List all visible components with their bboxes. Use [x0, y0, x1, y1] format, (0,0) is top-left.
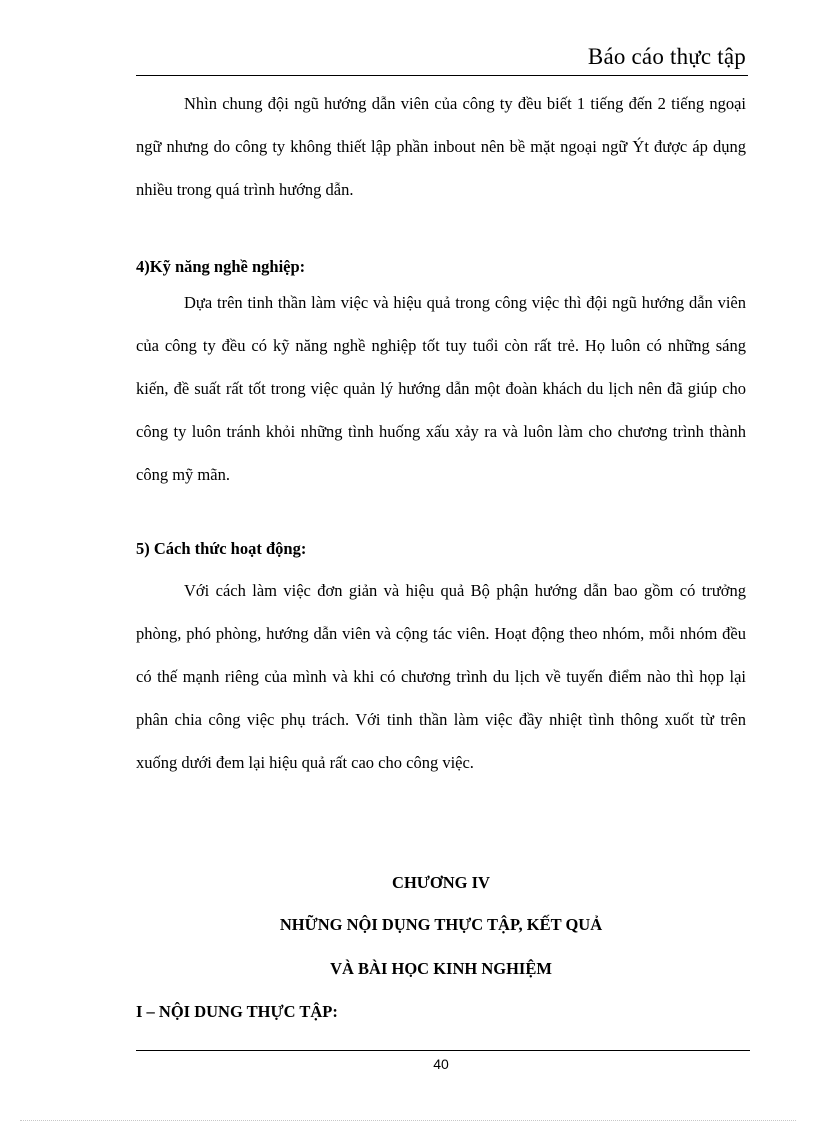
heading-professional-skills: 4)Kỹ năng nghề nghiệp:: [136, 257, 306, 276]
paragraph-operation-method: Với cách làm việc đơn giản và hiệu quả Bộ phận hướng dẫn bao gồm có trưởng phòng, phó phòng, hướng dẫn viên và cộng tác viên. Hoạt động theo nhóm, mỗi nhóm đều có thế mạnh riêng của mình và khi có chương trình du lịch về tuyến điểm nào thì họp lại phân chia công việc phụ trách. Với tinh thần làm việc đầy nhiệt tình thông xuốt từ trên xuống dưới đem lại hiệu quả rất cao cho công việc.: [136, 581, 746, 772]
chapter-title-line1: NHỮNG NỘI DỤNG THỰC TẬP, KẾT QUẢ: [279, 915, 603, 934]
page-edge-divider: [20, 1120, 796, 1121]
header-title: Báo cáo thực tập: [587, 44, 746, 69]
chapter-title-line2: VÀ BÀI HỌC KINH NGHIỆM: [330, 959, 552, 978]
paragraph-language-skills: Nhìn chung đội ngũ hướng dẫn viên của công ty đều biết 1 tiếng đến 2 tiếng ngoại ngữ nhưng do công ty không thiết lập phần inbout nên bề mặt ngoại ngữ Ýt được áp dụng nhiều trong quá trình hướng dẫn.: [136, 94, 746, 199]
paragraph-professional-skills: Dựa trên tinh thần làm việc và hiệu quả trong công việc thì đội ngũ hướng dẫn viên của công ty đều có kỹ năng nghề nghiệp tốt tuy tuổi còn rất trẻ. Họ luôn có những sáng kiến, đề suất rất tốt trong việc quản lý hướng dẫn một đoàn khách du lịch nên đã giúp cho công ty luôn tránh khỏi những tình huống xấu xảy ra và luôn làm cho chương trình thành công mỹ mãn.: [136, 293, 746, 484]
section-title: I – NỘI DUNG THỰC TẬP:: [136, 1002, 338, 1021]
chapter-number: CHƯƠNG IV: [392, 873, 490, 892]
page-number: 40: [433, 1056, 449, 1072]
heading-operation-method: 5) Cách thức hoạt động:: [136, 539, 307, 558]
footer-rule: [136, 1050, 750, 1051]
header-rule: [136, 75, 748, 76]
